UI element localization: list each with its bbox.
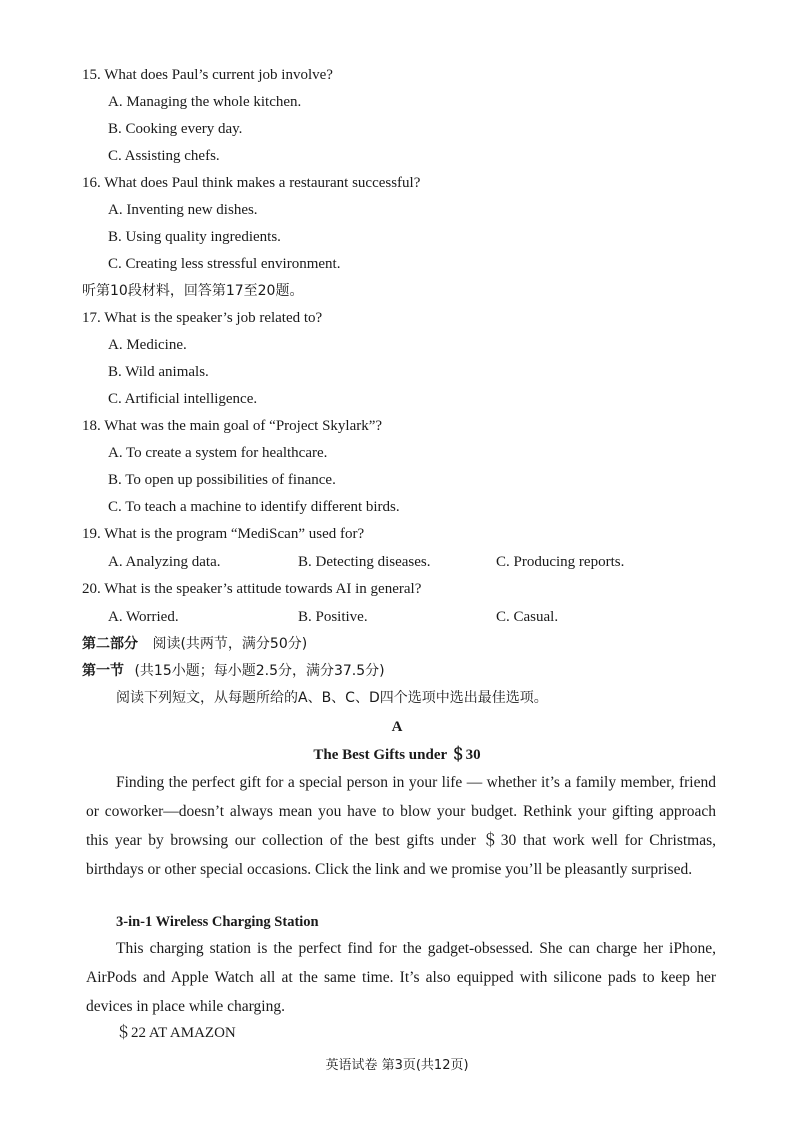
section-one-heading bbox=[82, 661, 385, 681]
part-label: 第二部分 bbox=[82, 636, 138, 652]
q19-stem: 19. What is the program “MediScan” used for? bbox=[82, 526, 365, 542]
reading-instruction: 阅读下列短文，从每题所给的A、B、C、D四个选项中选出最佳选项。 bbox=[116, 690, 548, 706]
q17-option-c: C. Artificial intelligence. bbox=[108, 391, 258, 407]
q19-option-b: B. Detecting diseases. bbox=[298, 554, 431, 570]
part-two-heading bbox=[82, 634, 307, 654]
q19-option-c: C. Producing reports. bbox=[496, 554, 625, 570]
q18-option-c: C. To teach a machine to identify different birds. bbox=[108, 499, 400, 515]
q17-option-b: B. Wild animals. bbox=[108, 364, 209, 380]
item-1-price: ＄22 AT AMAZON bbox=[116, 1025, 236, 1041]
page-footer: 英语试卷 第3页(共12页) bbox=[325, 1058, 469, 1073]
item-1-description: This charging station is the perfect find for the gadget-obsessed. She can charge her iPhone, AirPods and Apple Watch all at the same time. It’s also equipped with silicone pads to keep her devices in place while charging. bbox=[86, 940, 716, 1015]
q20-stem: 20. What is the speaker’s attitude towards AI in general? bbox=[82, 581, 422, 597]
q17-option-a: A. Medicine. bbox=[108, 337, 187, 353]
passage-letter: A bbox=[391, 719, 403, 735]
q18-stem: 18. What was the main goal of “Project Skylark”? bbox=[82, 418, 383, 434]
section-label: 第一节 bbox=[82, 663, 124, 679]
q16-option-c: C. Creating less stressful environment. bbox=[108, 256, 341, 272]
passage-title: The Best Gifts under ＄30 bbox=[313, 747, 481, 763]
section-10-instruction: 听第10段材料，回答第17至20题。 bbox=[82, 283, 304, 299]
section-title: (共15小题；每小题2.5分，满分37.5分) bbox=[134, 663, 385, 679]
q16-option-b: B. Using quality ingredients. bbox=[108, 229, 281, 245]
q18-option-a: A. To create a system for healthcare. bbox=[108, 445, 328, 461]
q20-option-a: A. Worried. bbox=[108, 609, 179, 625]
q15-option-b: B. Cooking every day. bbox=[108, 121, 243, 137]
q20-option-b: B. Positive. bbox=[298, 609, 368, 625]
item-1-title: 3-in-1 Wireless Charging Station bbox=[116, 914, 319, 930]
q20-option-c: C. Casual. bbox=[496, 609, 559, 625]
q15-option-a: A. Managing the whole kitchen. bbox=[108, 94, 302, 110]
part-title: 阅读(共两节，满分50分) bbox=[152, 636, 308, 652]
q19-option-a: A. Analyzing data. bbox=[108, 554, 221, 570]
q16-stem: 16. What does Paul think makes a restaurant successful? bbox=[82, 175, 421, 191]
passage-paragraph-1: Finding the perfect gift for a special person in your life — whether it’s a family member, friend or coworker—doesn’t always mean you have to blow your budget. Rethink your gifting approach this year by browsing our collection of the best gifts under ＄30 that work well for Christmas, birthdays or other special occasions. Click the link and we promise you’ll be pleasantly surprised. bbox=[86, 774, 716, 878]
q16-option-a: A. Inventing new dishes. bbox=[108, 202, 258, 218]
q18-option-b: B. To open up possibilities of finance. bbox=[108, 472, 336, 488]
q15-option-c: C. Assisting chefs. bbox=[108, 148, 220, 164]
q15-stem: 15. What does Paul’s current job involve? bbox=[82, 67, 333, 83]
q17-stem: 17. What is the speaker’s job related to? bbox=[82, 310, 323, 326]
